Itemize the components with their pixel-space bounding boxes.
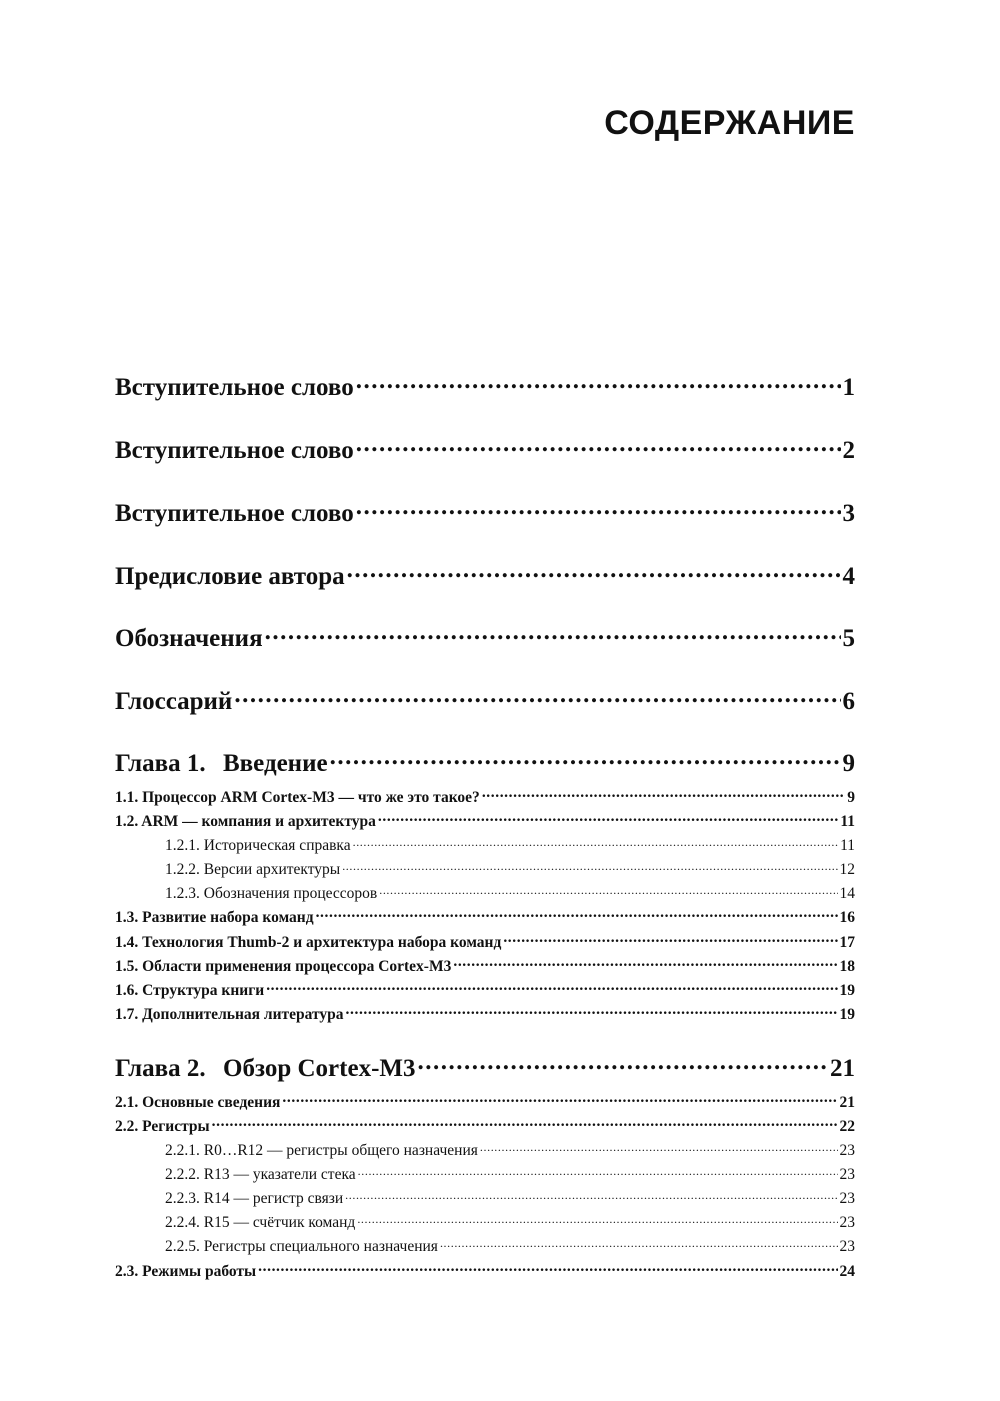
toc-leader (234, 684, 840, 709)
toc-subsection[interactable] (165, 834, 855, 855)
toc-page-number: 19 (839, 981, 855, 999)
toc-entry-label: 1.2. ARM — компания и архитектура (115, 812, 376, 830)
toc-section[interactable] (115, 1115, 855, 1136)
toc-entry[interactable] (115, 559, 855, 591)
toc-page-number: 24 (839, 1262, 855, 1280)
toc-section[interactable] (115, 955, 855, 976)
toc-entry-label: 1.4. Технология Thumb-2 и архитектура набора команд (115, 933, 502, 951)
toc-page-number: 3 (842, 500, 855, 527)
toc-chapter-number: Глава 1. (115, 750, 206, 777)
toc-page-number: 14 (839, 884, 855, 902)
toc-leader (357, 1211, 837, 1227)
toc-subsection[interactable] (165, 882, 855, 903)
toc-page-number: 23 (839, 1237, 855, 1255)
toc-page-number: 11 (840, 812, 855, 830)
toc-leader (347, 559, 841, 584)
toc-page-number: 4 (842, 563, 855, 590)
toc-page-number: 18 (839, 957, 855, 975)
toc-subsection[interactable] (165, 1163, 855, 1184)
toc-page-number: 21 (839, 1093, 855, 1111)
toc-entry-label: 2.3. Режимы работы (115, 1262, 257, 1280)
toc-entry-label: 2.2. Регистры (115, 1117, 210, 1135)
toc-leader (480, 1139, 838, 1155)
toc-page-number: 22 (839, 1117, 855, 1135)
toc-entry-label: 2.2.2. R13 — указатели стека (165, 1165, 356, 1183)
toc-subsection[interactable] (165, 858, 855, 879)
toc-leader (265, 621, 841, 646)
toc-entry-label: 2.2.4. R15 — счётчик команд (165, 1213, 356, 1231)
toc-entry-label: 1.5. Области применения процессора Cortex-M3 (115, 957, 452, 975)
toc-leader (212, 1115, 838, 1131)
toc-entry-label: 1.1. Процессор ARM Cortex-M3 — что же это такое? (115, 788, 480, 806)
toc-entry[interactable] (115, 684, 855, 716)
toc-leader (440, 1235, 838, 1251)
toc-page-number: 1 (842, 374, 855, 401)
toc-page-number: 11 (840, 836, 855, 854)
toc-page-number: 9 (842, 750, 855, 777)
toc-section[interactable] (115, 979, 855, 1000)
toc-entry-label: 1.6. Структура книги (115, 981, 265, 999)
toc-section[interactable] (115, 1003, 855, 1024)
toc-page-number: 5 (842, 625, 855, 652)
toc-leader (356, 370, 841, 395)
toc-page-number: 19 (839, 1005, 855, 1023)
toc-subsection[interactable] (165, 1139, 855, 1160)
toc-page-number: 23 (839, 1189, 855, 1207)
toc-page-number: 21 (830, 1055, 855, 1082)
toc-leader (266, 979, 837, 995)
toc-entry-label: 2.1. Основные сведения (115, 1093, 281, 1111)
toc-section[interactable] (115, 810, 855, 831)
toc-subsection[interactable] (165, 1235, 855, 1256)
toc-section[interactable] (115, 931, 855, 952)
toc-entry-label: Глоссарий (115, 688, 233, 715)
toc-leader (453, 955, 837, 971)
toc-leader (356, 496, 841, 521)
toc-leader (378, 810, 838, 826)
toc-section[interactable] (115, 906, 855, 927)
toc-entry-label: 1.2.3. Обозначения процессоров (165, 884, 378, 902)
toc-chapter[interactable] (115, 746, 855, 778)
toc-leader (345, 1187, 837, 1203)
toc-chapter-number: Глава 2. (115, 1055, 206, 1082)
toc-leader (503, 931, 837, 947)
toc-section[interactable] (115, 1091, 855, 1112)
toc-page-number: 23 (839, 1213, 855, 1231)
toc-section[interactable] (115, 1260, 855, 1281)
toc-entry-label: 2.2.1. R0…R12 — регистры общего назначения (165, 1141, 478, 1159)
toc-leader (346, 1003, 838, 1019)
toc-leader (316, 906, 838, 922)
toc-leader (353, 834, 838, 850)
toc-entry[interactable] (115, 496, 855, 528)
toc-leader (482, 786, 845, 802)
toc-entry-label: Вступительное слово (115, 500, 354, 527)
toc-entry-label: Обозначения (115, 625, 263, 652)
toc-entry-label: Введение (223, 750, 328, 777)
toc-entry-label: Вступительное слово (115, 437, 354, 464)
toc-entry-label: Вступительное слово (115, 374, 354, 401)
toc-subsection[interactable] (165, 1211, 855, 1232)
toc-chapter[interactable] (115, 1051, 855, 1083)
toc-entry-label: 2.2.5. Регистры специального назначения (165, 1237, 438, 1255)
toc-leader (330, 746, 841, 771)
toc-subsection[interactable] (165, 1187, 855, 1208)
toc-page-number: 9 (847, 788, 855, 806)
toc-entry-label: 1.2.1. Историческая справка (165, 836, 351, 854)
toc-entry-label: Предисловие автора (115, 563, 345, 590)
toc-section[interactable] (115, 786, 855, 807)
toc-entry[interactable] (115, 621, 855, 653)
toc-page-number: 6 (842, 688, 855, 715)
toc-leader (258, 1260, 837, 1276)
toc-page-number: 23 (839, 1165, 855, 1183)
toc-leader (356, 433, 841, 458)
page-title: СОДЕРЖАНИЕ (604, 104, 855, 142)
toc-entry-label: Обзор Cortex-M3 (223, 1055, 416, 1082)
toc-leader (418, 1051, 829, 1076)
toc-leader (358, 1163, 838, 1179)
toc-page-number: 2 (842, 437, 855, 464)
toc-entry-label: 2.2.3. R14 — регистр связи (165, 1189, 344, 1207)
toc-leader (379, 882, 837, 898)
toc-entry-label: 1.3. Развитие набора команд (115, 908, 314, 926)
toc-page-number: 17 (839, 933, 855, 951)
toc-page-number: 16 (839, 908, 855, 926)
toc-page-number: 23 (839, 1141, 855, 1159)
toc-entry-label: 1.2.2. Версии архитектуры (165, 860, 341, 878)
toc-entry[interactable] (115, 370, 855, 402)
toc-leader (342, 858, 837, 874)
toc-entry[interactable] (115, 433, 855, 465)
toc-page-number: 12 (839, 860, 855, 878)
toc-leader (282, 1091, 837, 1107)
toc-entry-label: 1.7. Дополнительная литература (115, 1005, 344, 1023)
